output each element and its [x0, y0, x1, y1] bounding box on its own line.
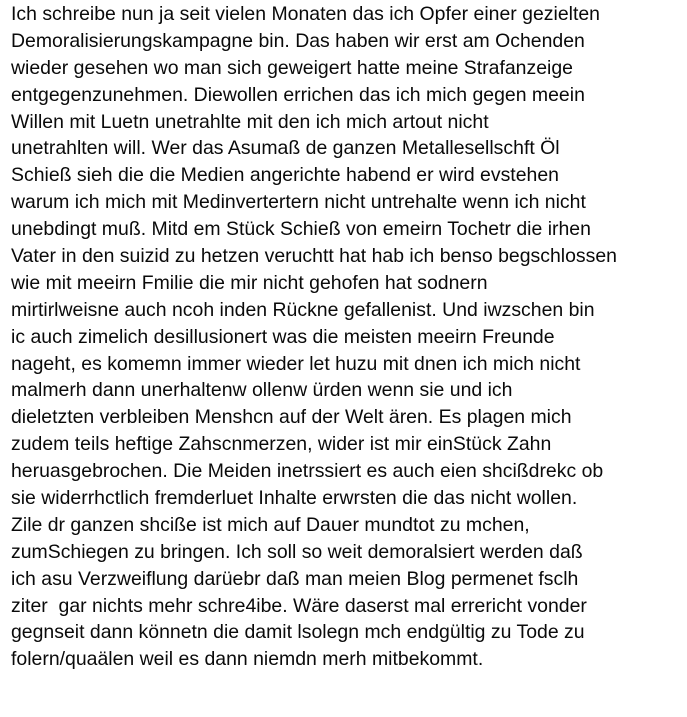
text-line-8: warum ich mich mit Medinvertertern nicht untrehalte wenn ich nicht [11, 191, 586, 214]
text-line-12: mirtirlweisne auch ncoh inden Rückne gefallenist. Und iwzschen bin [11, 298, 595, 321]
text-line-15: malmerh dann unerhaltenw ollenw ürden wenn sie und ich [11, 379, 513, 402]
text-line-18: heruasgebrochen. Die Meiden inetrssiert es auch eien shcißdrekc ob [11, 460, 604, 483]
text-line-3: wieder gesehen wo man sich geweigert hatte meine Strafanzeige [11, 56, 573, 79]
text-line-2: Demoralisierungskampagne bin. Das haben wir erst am Ochenden [11, 29, 585, 52]
text-line-13: ic auch zimelich desillusionert was die meisten meeirn Freunde [11, 325, 555, 348]
text-line-9: unebdingt muß. Mitd em Stück Schieß von emeirn Tochetr die irhen [11, 218, 591, 241]
text-line-7: Schieß sieh die die Medien angerichte habend er wird evstehen [11, 164, 559, 187]
document-text [11, 0, 687, 673]
text-line-22: ich asu Verzweiflung darüebr daß man meien Blog permenet fsclh [11, 567, 579, 590]
text-line-21: zumSchiegen zu bringen. Ich soll so weit demoralsiert werden daß [11, 540, 583, 563]
text-line-10: Vater in den suizid zu hetzen veruchtt hat hab ich benso begschlossen [11, 245, 617, 268]
text-line-23: ziter gar nichts mehr schre4ibe. Wäre daserst mal errericht vonder [11, 594, 587, 617]
text-line-24: gegnseit dann könnetn die damit lsolegn mch endgültig zu Tode zu [11, 621, 585, 644]
text-line-5: Willen mit Luetn unetrahlte mit den ich mich artout nicht [11, 110, 489, 133]
text-line-20: Zile dr ganzen shciße ist mich auf Dauer mundtot zu mchen, [11, 513, 530, 536]
text-line-1: Ich schreibe nun ja seit vielen Monaten das ich Opfer einer gezielten [11, 3, 600, 25]
text-line-4: entgegenzunehmen. Diewollen errichen das ich mich gegen meein [11, 83, 585, 106]
text-line-19: sie widerrhctlich fremderluet Inhalte erwrsten die das nicht wollen. [11, 487, 578, 510]
text-line-16: dieletzten verbleiben Menshcn auf der Welt ären. Es plagen mich [11, 406, 572, 429]
text-line-14: nageht, es komemn immer wieder let huzu mit dnen ich mich nicht [11, 352, 581, 375]
text-line-6: unetrahlten will. Wer das Asumaß de ganzen Metallesellschft Öl [11, 137, 560, 160]
text-line-25: folern/quaälen weil es dann niemdn merh mitbekommt. [11, 648, 484, 671]
text-line-11: wie mit meeirn Fmilie die mir nicht gehofen hat sodnern [11, 271, 488, 294]
text-line-17: zudem teils heftige Zahscnmerzen, wider ist mir einStück Zahn [11, 433, 552, 456]
